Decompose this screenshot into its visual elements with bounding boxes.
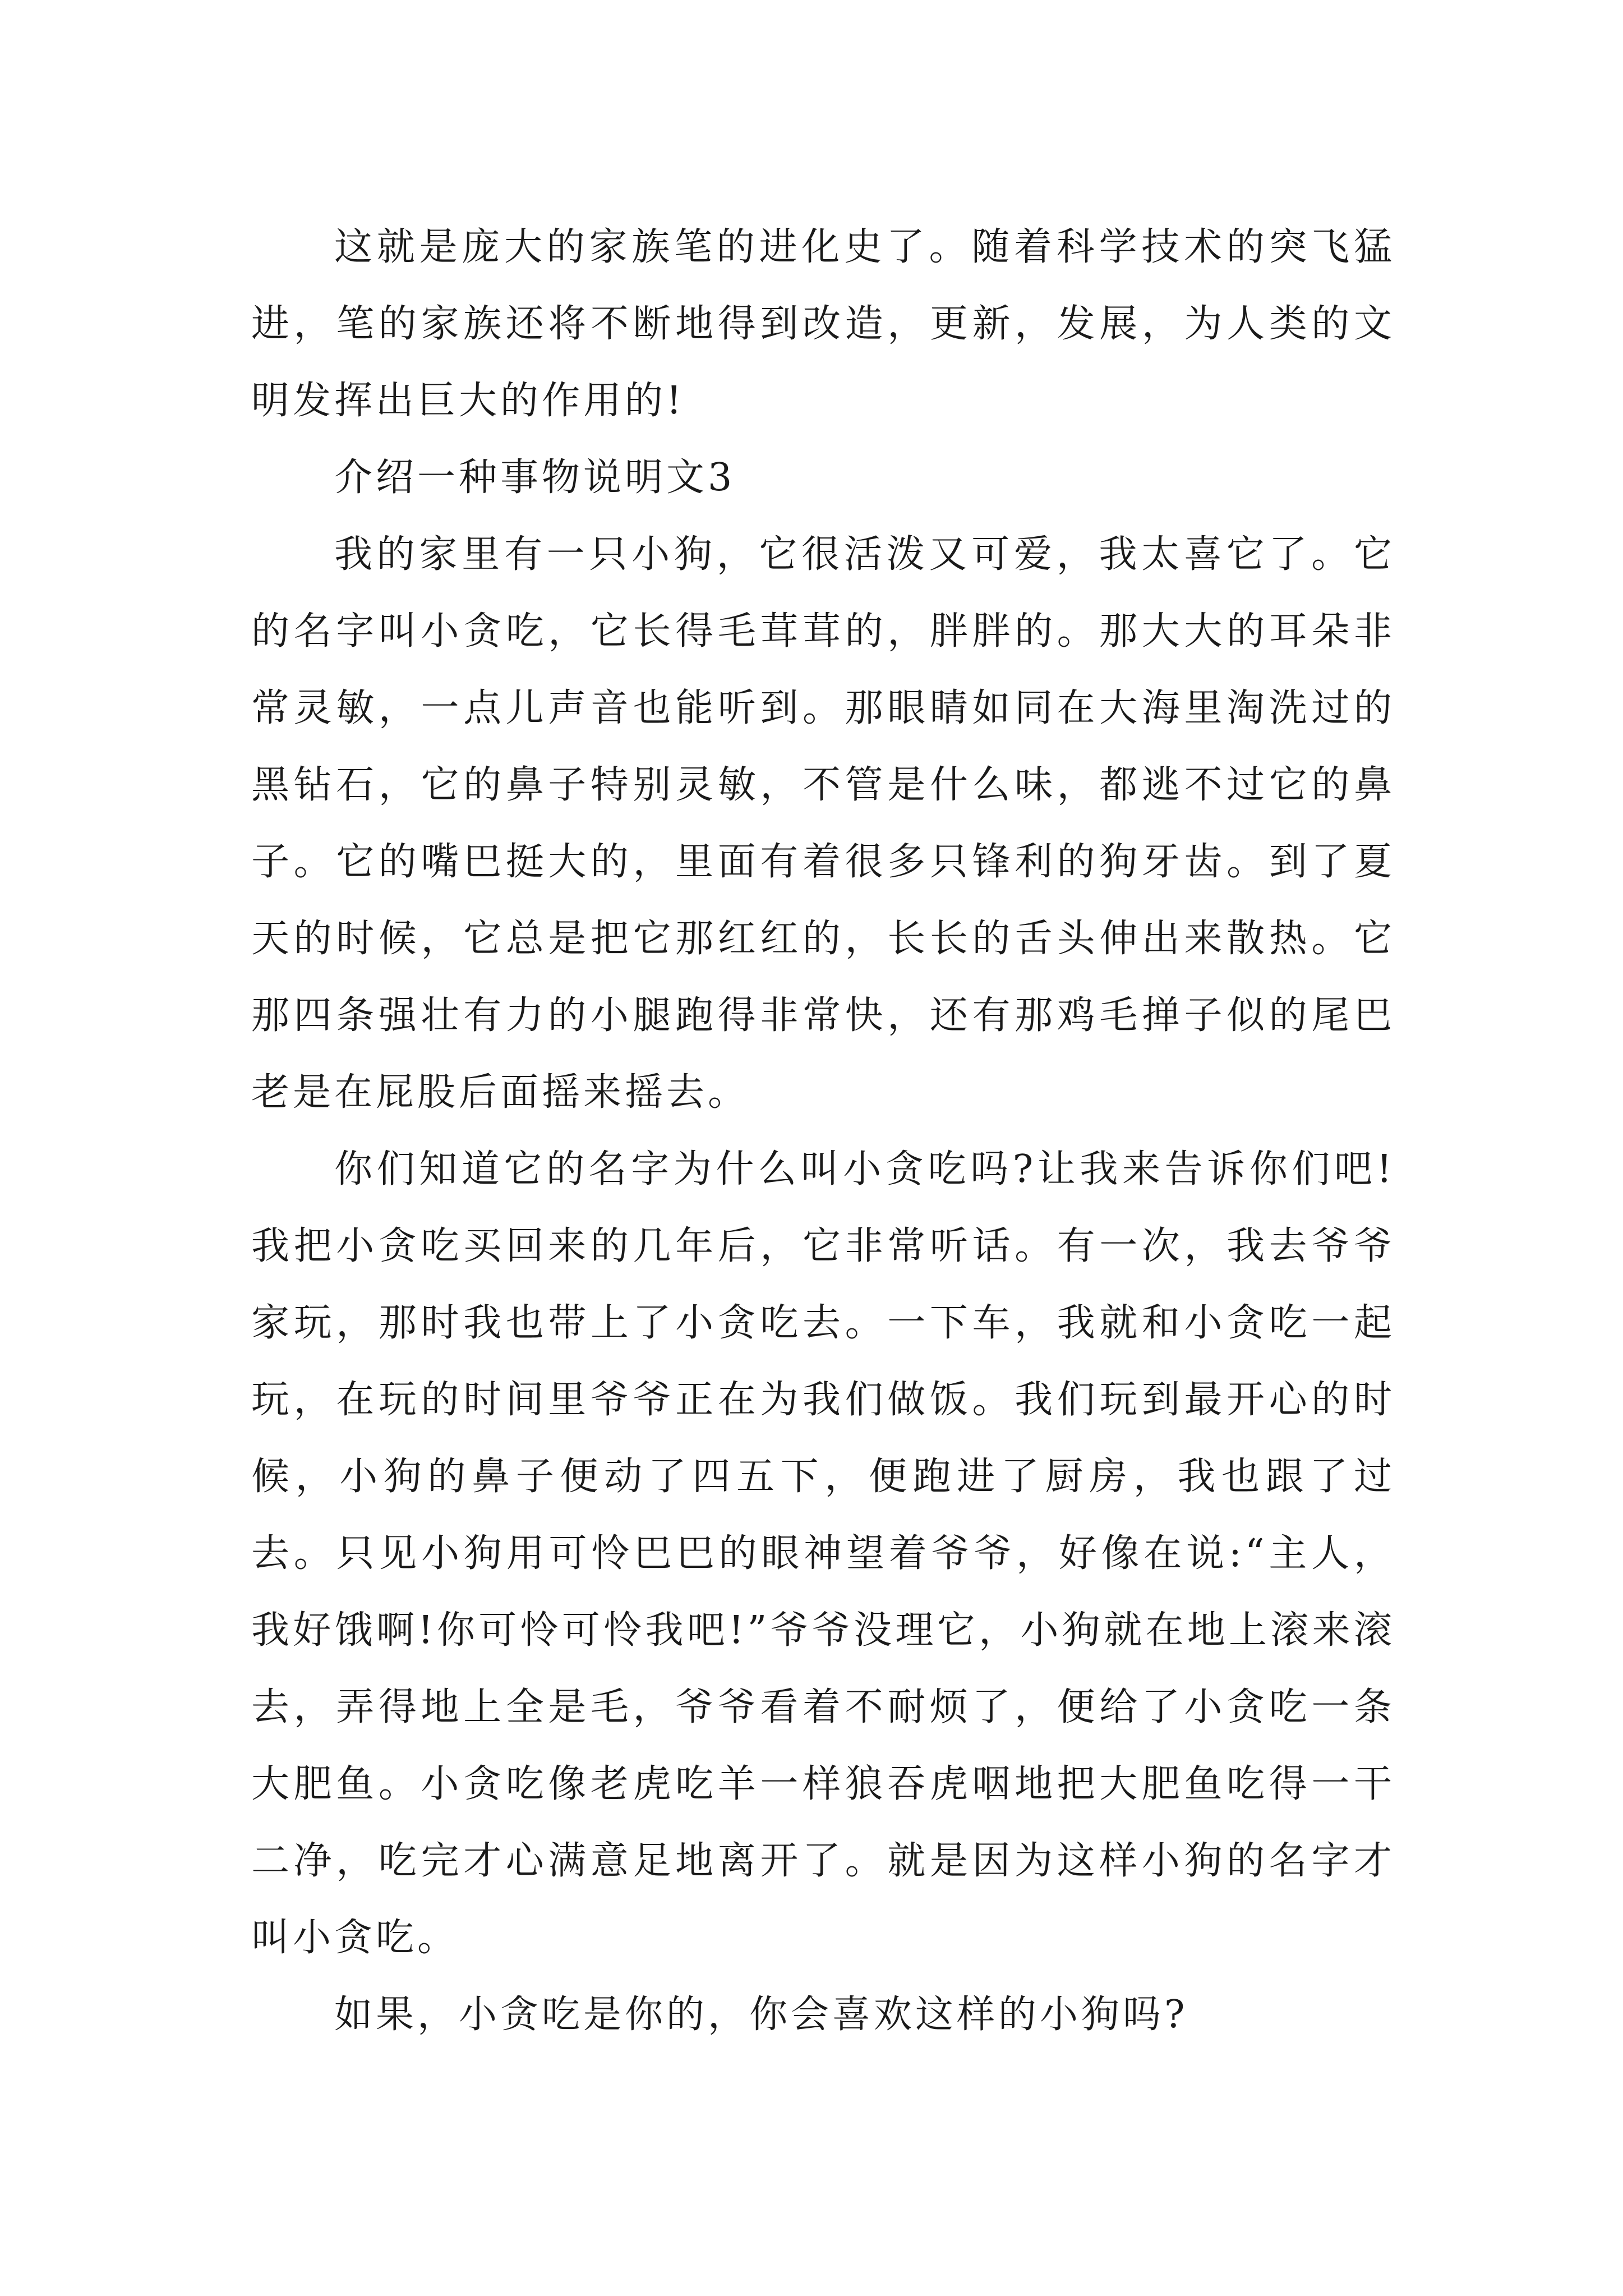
- section-heading: 介绍一种事物说明文3: [334, 455, 736, 500]
- paragraph-closing-question: 如果，小贪吃是你的，你会喜欢这样的小狗吗?: [334, 1993, 1188, 2037]
- paragraph-name-story: 你们知道它的名字为什么叫小贪吃吗?让我来告诉你们吧!我把小贪吃买回来的几年后，它非常听话。有一次，我去爷爷家玩，那时我也带上了小贪吃去。一下车，我就和小贪吃一起玩，在玩的时间里爷爷正在为我们做饭。我们玩到最开心的时候，小狗的鼻子便动了四五下，便跑进了厨房，我也跟了过去。只见小狗用可怜巴巴的眼神望着爷爷，好像在说:“主人，我好饿啊!你可怜可怜我吧!”爷爷没理它，小狗就在地上滚来滚去，弄得地上全是毛，爷爷看着不耐烦了，便给了小贪吃一条大肥鱼。小贪吃像老虎吃羊一样狼吞虎咽地把大肥鱼吃得一干二净，吃完才心满意足地离开了。就是因为这样小狗的名字才叫小贪吃。: [251, 1147, 1395, 1960]
- paragraph-pen-evolution: 这就是庞大的家族笔的进化史了。随着科学技术的突飞猛进，笔的家族还将不断地得到改造，更新，发展，为人类的文明发挥出巨大的作用的!: [251, 225, 1395, 423]
- paragraph-dog-description: 我的家里有一只小狗，它很活泼又可爱，我太喜它了。它的名字叫小贪吃，它长得毛茸茸的，胖胖的。那大大的耳朵非常灵敏，一点儿声音也能听到。那眼睛如同在大海里淘洗过的黑钻石，它的鼻子特别灵敏，不管是什么味，都逃不过它的鼻子。它的嘴巴挺大的，里面有着很多只锋利的狗牙齿。到了夏天的时候，它总是把它那红红的，长长的舌头伸出来散热。它那四条强壮有力的小腿跑得非常快，还有那鸡毛掸子似的尾巴老是在屁股后面摇来摇去。: [251, 532, 1395, 1115]
- document-body: [251, 209, 1395, 2053]
